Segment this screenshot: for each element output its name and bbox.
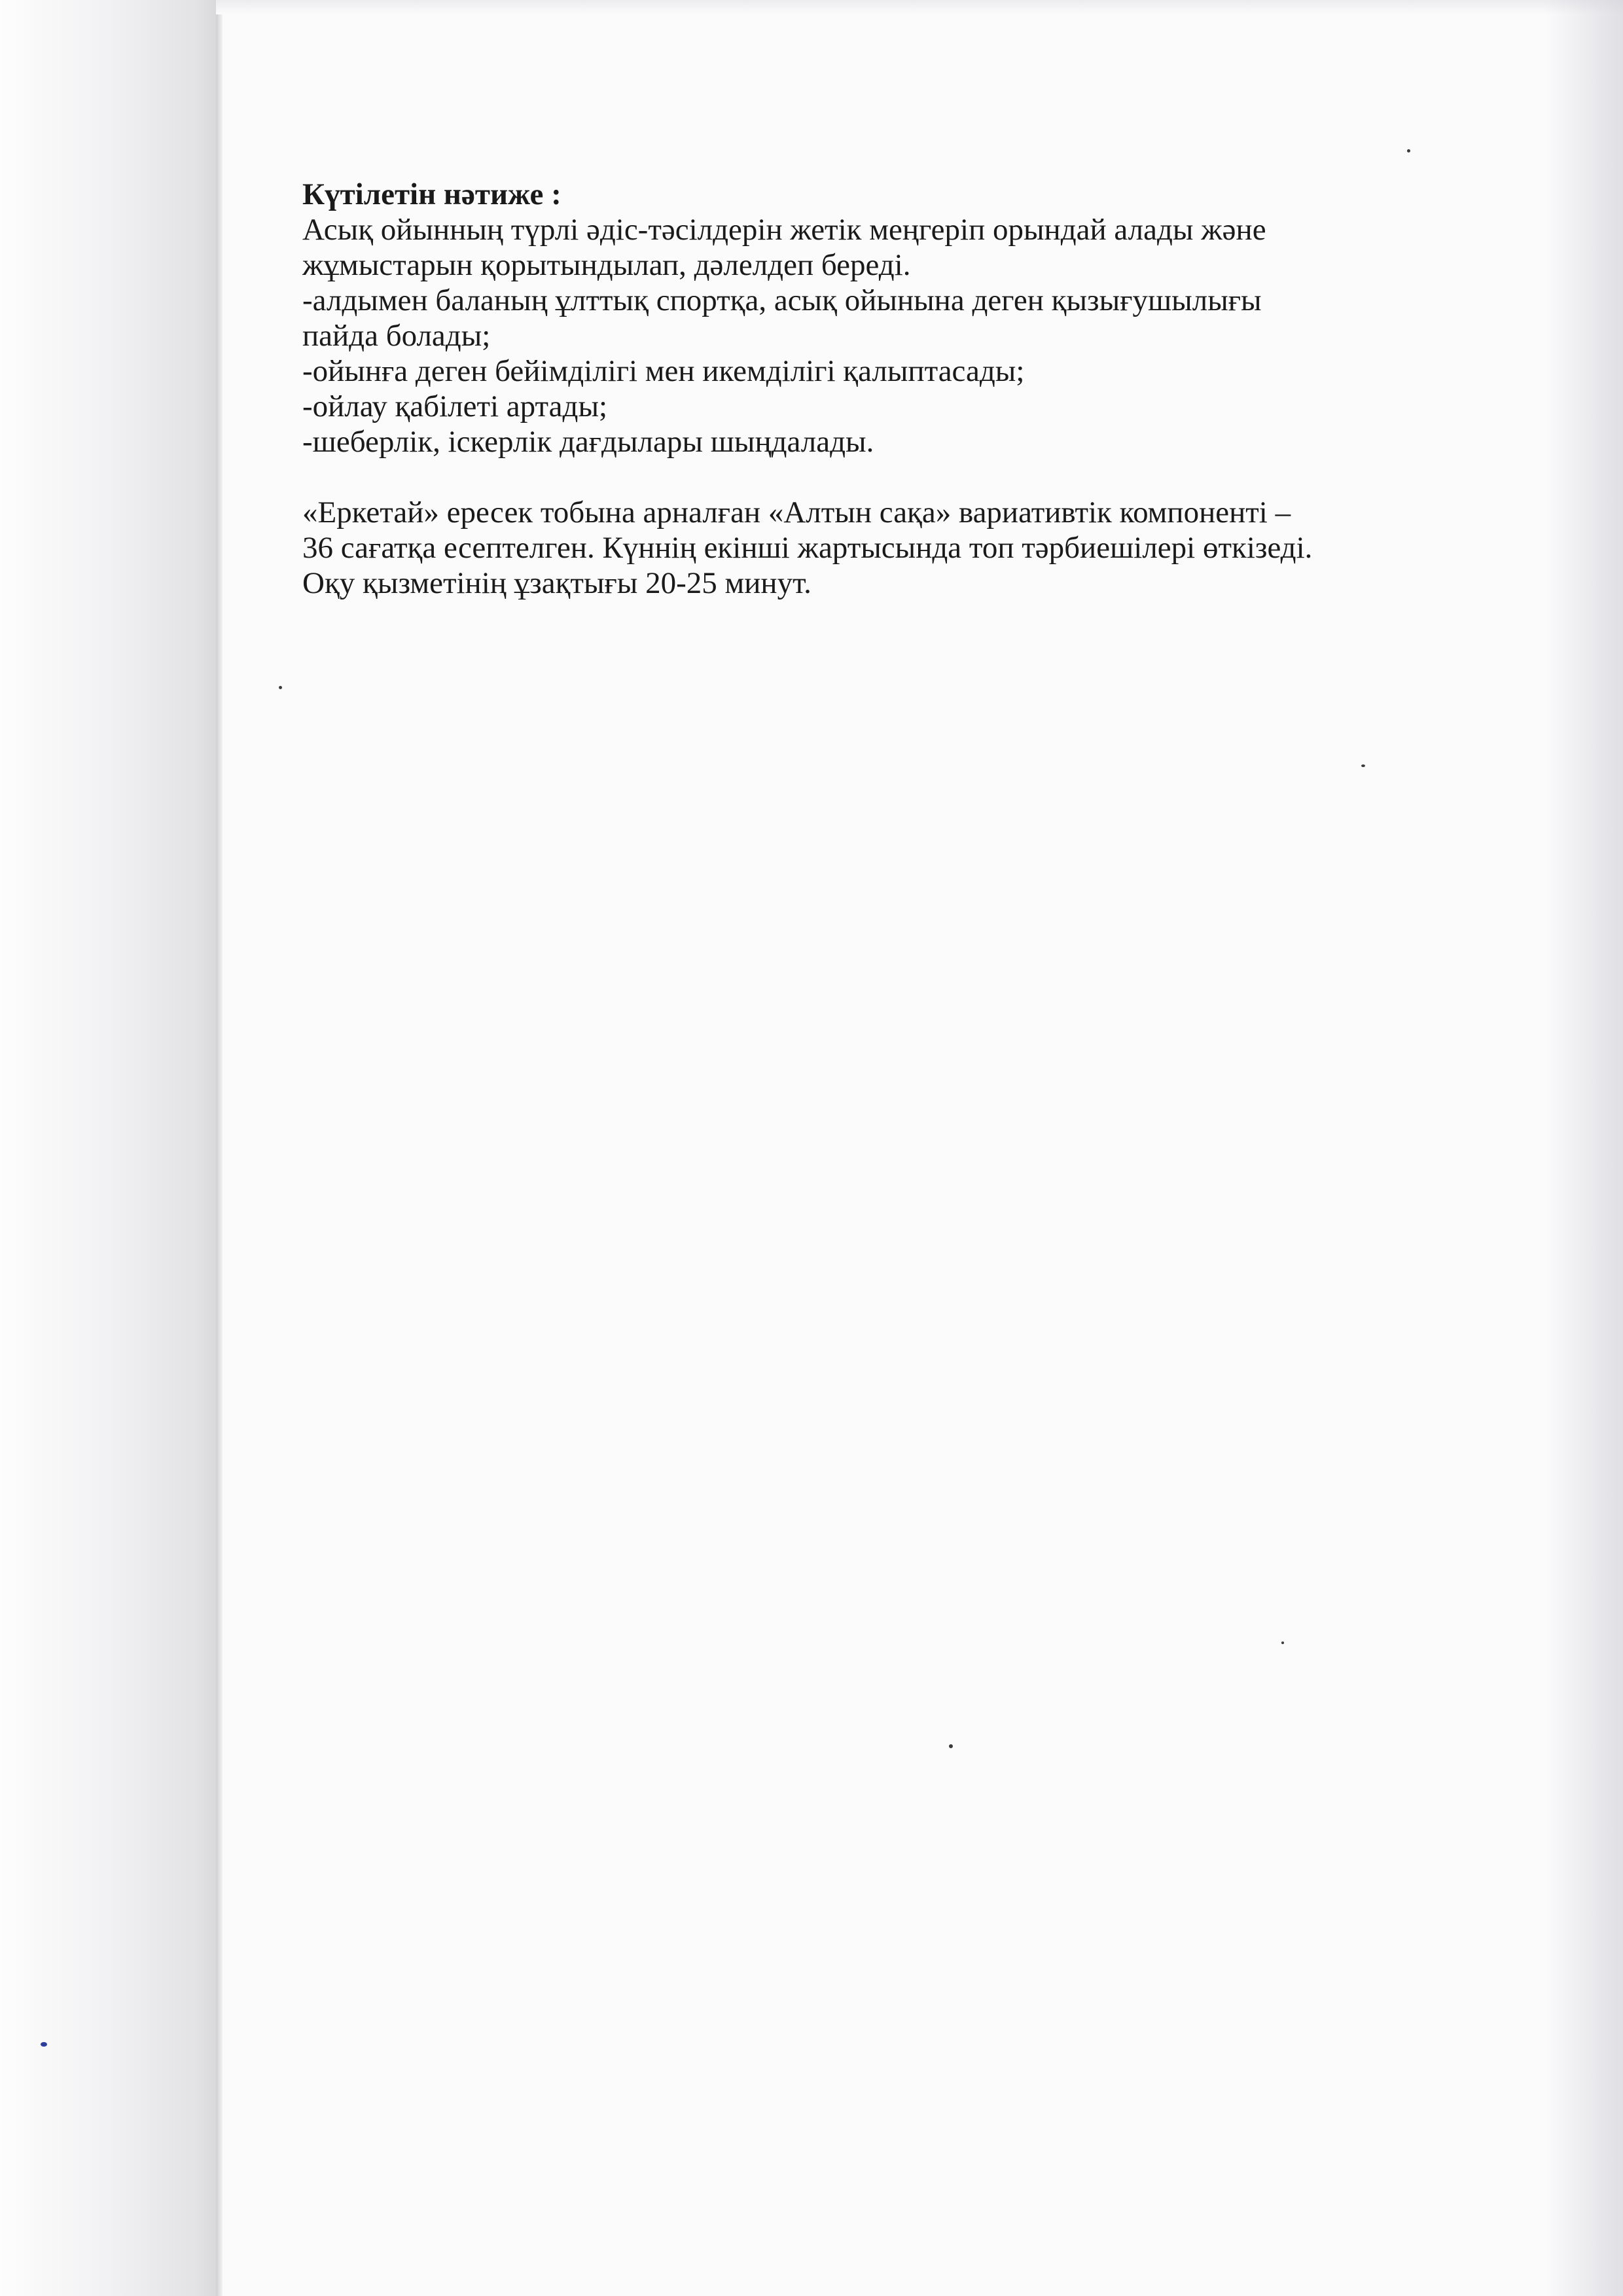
component-line: «Еркетай» ересек тобына арналған «Алтын сақа» вариативтік компоненті – (302, 495, 1291, 529)
scan-speck (1407, 149, 1410, 152)
scan-speck (949, 1744, 953, 1748)
scan-speck (41, 2042, 47, 2047)
component-line: Оқу қызметінің ұзақтығы 20-25 минут. (302, 566, 812, 600)
paragraph-gap (302, 459, 1559, 495)
component-line: 36 сағатқа есептелген. Күннің екінші жартысында топ тәрбиешілері өткізеді. (302, 531, 1313, 565)
intro-line: жұмыстарын қорытындылап, дәлелдеп береді. (302, 248, 911, 282)
results-heading: Күтілетін нәтиже : (302, 177, 562, 211)
scan-speck (1361, 764, 1365, 767)
page-left-margin (0, 0, 216, 2296)
intro-line: Асық ойынның түрлі әдіс-тәсілдерін жетік меңгеріп орындай алады және (302, 213, 1266, 247)
scan-speck (279, 686, 282, 689)
scan-speck (1281, 1641, 1284, 1644)
result-item: -ойынға деген бейімділігі мен икемділігі қалыптасады; (302, 354, 1025, 388)
result-item: пайда болады; (302, 319, 491, 353)
result-item: -ойлау қабілеті артады; (302, 389, 608, 423)
page-top-edge (216, 0, 1623, 14)
result-item: -шеберлік, іскерлік дағдылары шыңдалады. (302, 425, 874, 459)
document-body (302, 177, 1559, 601)
page-fold-edge (216, 0, 223, 2296)
result-item: -алдымен баланың ұлттық спортқа, асық ойынына деген қызығушылығы (302, 283, 1262, 317)
